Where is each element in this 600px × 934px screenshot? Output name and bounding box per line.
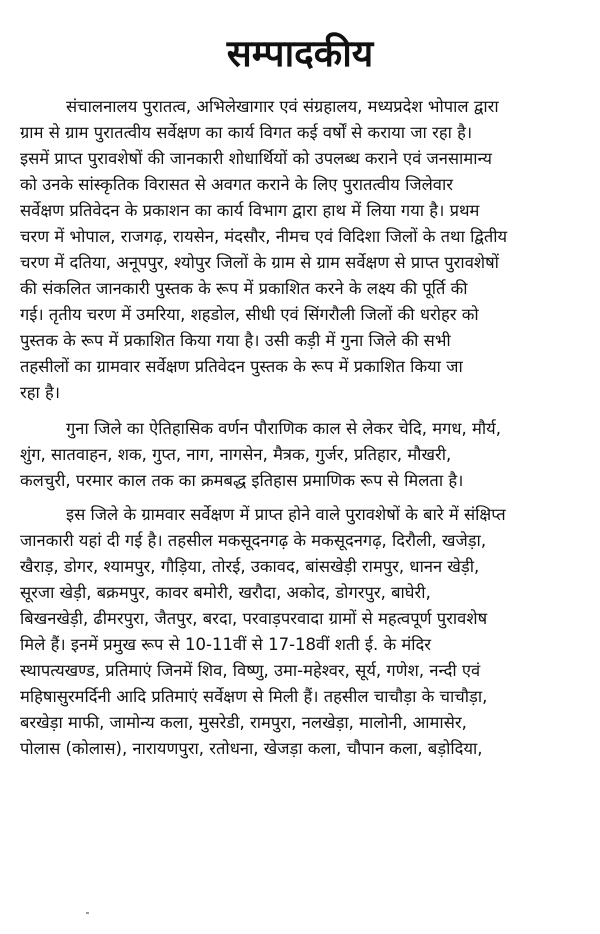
- text-line: को उनके सांस्कृतिक विरासत से अवगत कराने के लिए पुरातत्वीय जिलेवार: [20, 175, 453, 194]
- text-line: गुना जिले का ऐतिहासिक वर्णन पौराणिक काल से लेकर चेदि, मगध, मौर्य,: [66, 419, 501, 438]
- text-line: सर्वेक्षण प्रतिवेदन के प्रकाशन का कार्य विभाग द्वारा हाथ में लिया गया है। प्रथम: [20, 201, 480, 220]
- text-line: बरखेड़ा माफी, जामोन्य कला, मुसरेडी, रामपुरा, नलखेड़ा, मालोनी, आमासेर,: [20, 713, 467, 732]
- text-line: महिषासुरमर्दिनी आदि प्रतिमाएं सर्वेक्षण से मिली हैं। तहसील चाचौड़ा के चाचौड़ा,: [20, 687, 488, 706]
- text-line: स्थापत्यखण्ड, प्रतिमाएं जिनमें शिव, विष्णु, उमा-महेश्वर, सूर्य, गणेश, नन्दी एवं: [20, 661, 481, 680]
- text-line: सूरजा खेड़ी, बक्रमपुर, कावर बमोरी, खरौदा, अकोद, डोगरपुर, बाघेरी,: [20, 583, 431, 602]
- text-line: की संकलित जानकारी पुस्तक के रूप में प्रकाशित करने के लक्ष्य की पूर्ति की: [20, 279, 468, 298]
- text-line: रहा है।: [20, 383, 61, 402]
- text-line: बिखनखेड़ी, ढीमरपुरा, जैतपुर, बरदा, परवाड़परवादा ग्रामों से महत्वपूर्ण पुरावशेष: [20, 609, 488, 628]
- text-line: मिले हैं। इनमें प्रमुख रूप से 10-11वीं से 17-18वीं शती ई. के मंदिर: [20, 635, 432, 654]
- text-line: गई। तृतीय चरण में उमरिया, शहडोल, सीधी एवं सिंगरौली जिलों की धरोहर को: [20, 305, 479, 324]
- text-line: इसमें प्राप्त पुरावशेषों की जानकारी शोधार्थियों को उपलब्ध कराने एवं जनसामान्य: [20, 149, 492, 168]
- text-line: ग्राम से ग्राम पुरातत्वीय सर्वेक्षण का कार्य विगत कई वर्षों से कराया जा रहा है।: [20, 123, 473, 142]
- text-line: पोलास (कोलास), नारायणपुरा, रतोधना, खेजड़ा कला, चौपान कला, बड़ोदिया,: [20, 739, 483, 758]
- text-line: जानकारी यहां दी गई है। तहसील मकसूदनगढ़ के मकसूदनगढ़, दिरौली, खजेड़ा,: [20, 531, 487, 550]
- text-line: तहसीलों का ग्रामवार सर्वेक्षण प्रतिवेदन पुस्तक के रूप में प्रकाशित किया जा: [20, 357, 463, 376]
- text-line: खैराड़, डोगर, श्यामपुर, गौड़िया, तोरई, उकावद, बांसखेड़ी रामपुर, धानन खेड़ी,: [20, 557, 480, 576]
- scan-speck: [86, 912, 89, 914]
- text-line: संचालनालय पुरातत्व, अभिलेखागार एवं संग्रहालय, मध्यप्रदेश भोपाल द्वारा: [66, 97, 499, 116]
- text-line: शुंग, सातवाहन, शक, गुप्त, नाग, नागसेन, मैत्रक, गुर्जर, प्रतिहार, मौखरी,: [20, 445, 452, 464]
- text-line: कलचुरी, परमार काल तक का क्रमबद्ध इतिहास प्रमाणिक रूप से मिलता है।: [20, 471, 464, 490]
- text-line: चरण में दतिया, अनूपपुर, श्योपुर जिलों के ग्राम से ग्राम सर्वेक्षण से प्राप्त पुरावशेषों: [20, 253, 499, 272]
- page-title: सम्पादकीय: [226, 32, 374, 75]
- text-line: इस जिले के ग्रामवार सर्वेक्षण में प्राप्त होने वाले पुरावशेषों के बारे में संक्षिप्त: [66, 505, 506, 524]
- text-line: चरण में भोपाल, राजगढ़, रायसेन, मंदसौर, नीमच एवं विदिशा जिलों के तथा द्वितीय: [20, 227, 508, 246]
- text-line: पुस्तक के रूप में प्रकाशित किया गया है। उसी कड़ी में गुना जिले की सभी: [20, 331, 451, 350]
